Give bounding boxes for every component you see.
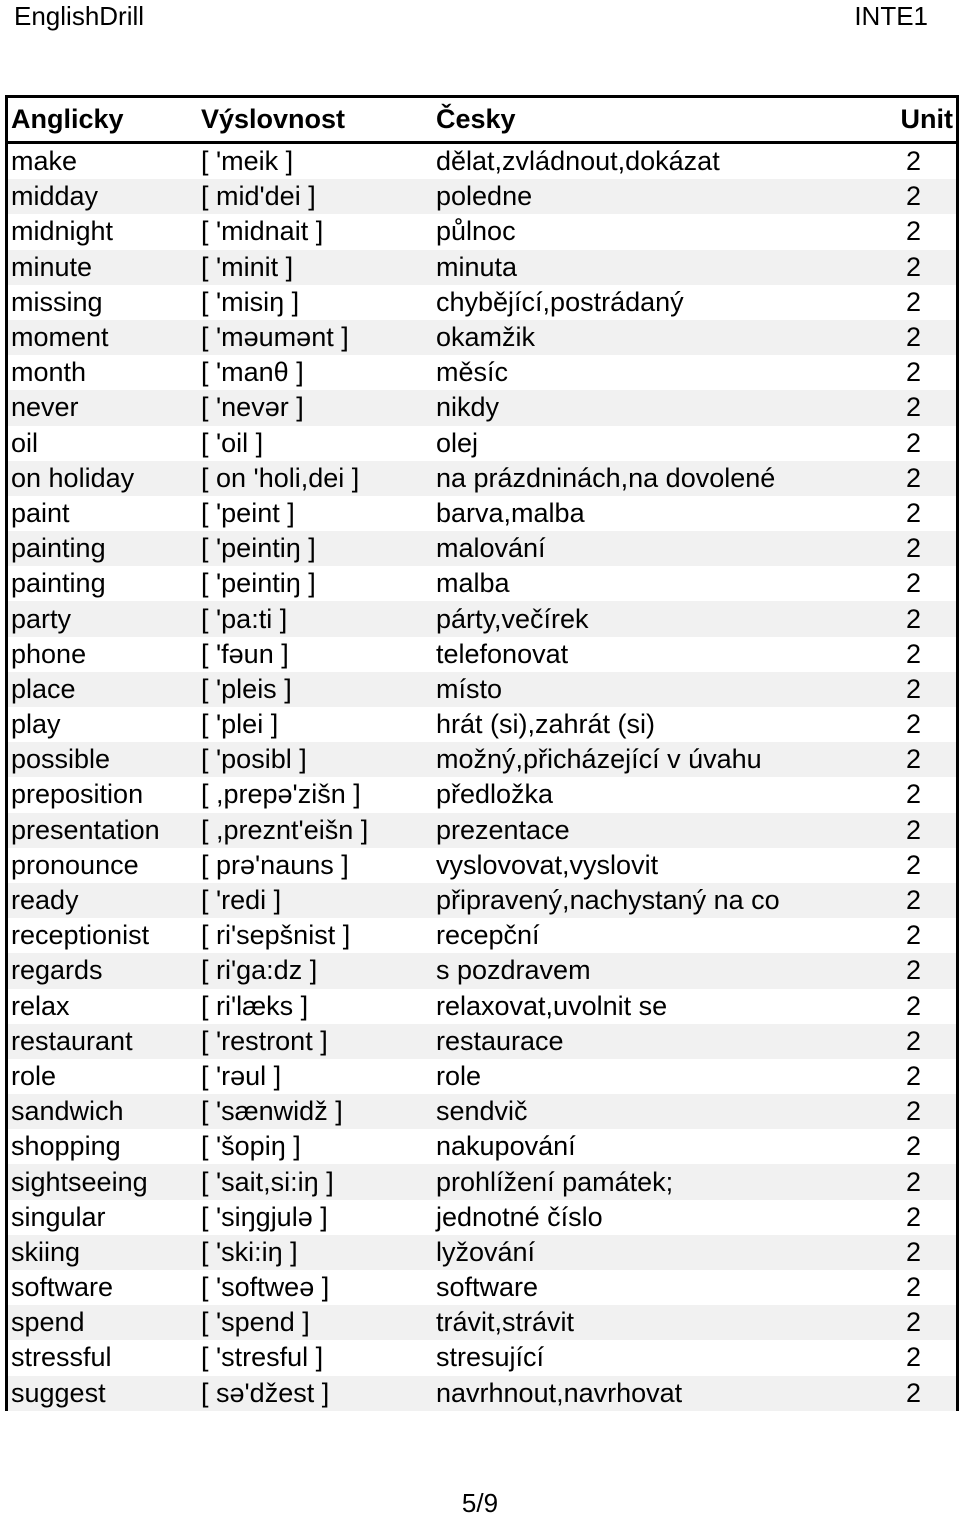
- table-row: [8, 496, 956, 531]
- cell-pronunciation: [ 'plei ]: [201, 709, 279, 740]
- cell-pronunciation: [ 'misiŋ ]: [201, 286, 300, 317]
- table-row: [8, 601, 956, 636]
- table-row: [8, 1200, 956, 1235]
- cell-english: phone: [11, 638, 87, 669]
- cell-czech: připravený,nachystaný na co: [436, 885, 780, 916]
- vocabulary-table: [5, 95, 959, 1411]
- cell-pronunciation: [ 'siŋgjulə ]: [201, 1201, 328, 1232]
- cell-english: painting: [11, 568, 106, 599]
- table-row: [8, 1340, 956, 1375]
- cell-pronunciation: [ mid'dei ]: [201, 181, 316, 212]
- cell-unit: 2: [905, 990, 921, 1021]
- table-row: [8, 989, 956, 1024]
- cell-unit: 2: [905, 1166, 921, 1197]
- cell-unit: 2: [905, 1377, 921, 1408]
- cell-pronunciation: [ 'ski:iŋ ]: [201, 1236, 298, 1267]
- cell-czech: na prázdninách,na dovolené: [436, 462, 776, 493]
- cell-unit: 2: [905, 357, 921, 388]
- cell-czech: prohlížení památek;: [436, 1166, 674, 1197]
- cell-english: minute: [11, 251, 93, 282]
- table-row: [8, 1270, 956, 1305]
- cell-english: ready: [11, 885, 79, 916]
- cell-pronunciation: [ 'fəun ]: [201, 638, 289, 669]
- table-row: [8, 1129, 956, 1164]
- cell-english: never: [11, 392, 79, 423]
- cell-english: preposition: [11, 779, 144, 810]
- cell-unit: 2: [905, 955, 921, 986]
- cell-english: stressful: [11, 1342, 112, 1373]
- cell-english: shopping: [11, 1131, 121, 1162]
- cell-english: oil: [11, 427, 39, 458]
- cell-pronunciation: [ 'pleis ]: [201, 673, 292, 704]
- cell-pronunciation: [ ri'ga:dz ]: [201, 955, 318, 986]
- cell-czech: trávit,strávit: [436, 1307, 575, 1338]
- cell-pronunciation: [ ,prepə'zišn ]: [201, 779, 361, 810]
- cell-unit: 2: [905, 497, 921, 528]
- cell-czech: chybějící,postrádaný: [436, 286, 684, 317]
- cell-czech: s pozdravem: [436, 955, 591, 986]
- table-row: [8, 320, 956, 355]
- cell-unit: 2: [905, 533, 921, 564]
- cell-czech: místo: [436, 673, 503, 704]
- cell-english: presentation: [11, 814, 160, 845]
- cell-pronunciation: [ 'pa:ti ]: [201, 603, 288, 634]
- cell-pronunciation: [ 'minit ]: [201, 251, 294, 282]
- cell-czech: minuta: [436, 251, 518, 282]
- cell-pronunciation: [ 'midnait ]: [201, 216, 324, 247]
- cell-english: on holiday: [11, 462, 135, 493]
- cell-english: singular: [11, 1201, 106, 1232]
- cell-czech: software: [436, 1272, 539, 1303]
- table-row: [8, 1059, 956, 1094]
- table-row: [8, 179, 956, 214]
- cell-unit: 2: [905, 1060, 921, 1091]
- cell-czech: okamžik: [436, 322, 536, 353]
- cell-english: relax: [11, 990, 70, 1021]
- cell-unit: 2: [905, 779, 921, 810]
- cell-unit: 2: [905, 181, 921, 212]
- cell-czech: navrhnout,navrhovat: [436, 1377, 683, 1408]
- cell-czech: vyslovovat,vyslovit: [436, 849, 659, 880]
- table-row: [8, 1024, 956, 1059]
- cell-czech: lyžování: [436, 1236, 536, 1267]
- cell-unit: 2: [905, 427, 921, 458]
- cell-pronunciation: [ 'peintiŋ ]: [201, 533, 316, 564]
- table-row: [8, 566, 956, 601]
- column-header-pronunciation: Výslovnost: [201, 104, 346, 134]
- cell-czech: stresující: [436, 1342, 545, 1373]
- cell-unit: 2: [905, 568, 921, 599]
- table-row: [8, 742, 956, 777]
- cell-english: missing: [11, 286, 103, 317]
- cell-pronunciation: [ 'sænwidž ]: [201, 1096, 343, 1127]
- cell-english: place: [11, 673, 76, 704]
- cell-english: make: [11, 146, 78, 177]
- table-row: [8, 1164, 956, 1199]
- cell-unit: 2: [905, 885, 921, 916]
- cell-english: role: [11, 1060, 57, 1091]
- cell-english: restaurant: [11, 1025, 133, 1056]
- cell-czech: sendvič: [436, 1096, 528, 1127]
- cell-pronunciation: [ 'stresful ]: [201, 1342, 324, 1373]
- cell-unit: 2: [905, 392, 921, 423]
- column-header-czech: Česky: [436, 104, 516, 134]
- cell-czech: možný,přicházející v úvahu: [436, 744, 762, 775]
- cell-unit: 2: [905, 322, 921, 353]
- cell-unit: 2: [905, 1307, 921, 1338]
- cell-unit: 2: [905, 462, 921, 493]
- cell-pronunciation: [ 'nevər ]: [201, 392, 304, 423]
- table-row: [8, 883, 956, 918]
- cell-pronunciation: [ 'redi ]: [201, 885, 282, 916]
- cell-unit: 2: [905, 849, 921, 880]
- table-body: [8, 144, 956, 1411]
- table-row: [8, 250, 956, 285]
- table-row: [8, 1094, 956, 1129]
- cell-pronunciation: [ 'rəul ]: [201, 1060, 282, 1091]
- cell-english: spend: [11, 1307, 85, 1338]
- table-row: [8, 953, 956, 988]
- cell-unit: 2: [905, 1096, 921, 1127]
- cell-pronunciation: [ ri'sepšnist ]: [201, 920, 351, 951]
- cell-pronunciation: [ 'posibl ]: [201, 744, 307, 775]
- cell-unit: 2: [905, 1201, 921, 1232]
- cell-czech: telefonovat: [436, 638, 569, 669]
- cell-unit: 2: [905, 251, 921, 282]
- cell-czech: olej: [436, 427, 479, 458]
- cell-english: possible: [11, 744, 111, 775]
- table-row: [8, 1305, 956, 1340]
- cell-unit: 2: [905, 286, 921, 317]
- cell-czech: jednotné číslo: [436, 1201, 603, 1232]
- table-row: [8, 390, 956, 425]
- cell-pronunciation: [ on 'holi,dei ]: [201, 462, 360, 493]
- table-header: [8, 98, 956, 144]
- table-row: [8, 848, 956, 883]
- column-header-unit: Unit: [900, 104, 953, 134]
- cell-unit: 2: [905, 638, 921, 669]
- table-row: [8, 426, 956, 461]
- cell-czech: poledne: [436, 181, 533, 212]
- cell-english: paint: [11, 497, 70, 528]
- cell-english: software: [11, 1272, 114, 1303]
- cell-pronunciation: [ 'restront ]: [201, 1025, 328, 1056]
- cell-czech: malba: [436, 568, 510, 599]
- cell-english: play: [11, 709, 61, 740]
- cell-english: regards: [11, 955, 103, 986]
- cell-pronunciation: [ 'meik ]: [201, 146, 294, 177]
- table-row: [8, 707, 956, 742]
- cell-unit: 2: [905, 1342, 921, 1373]
- cell-unit: 2: [905, 146, 921, 177]
- cell-pronunciation: [ 'softweə ]: [201, 1272, 330, 1303]
- cell-unit: 2: [905, 709, 921, 740]
- cell-pronunciation: [ sə'džest ]: [201, 1377, 330, 1408]
- cell-czech: dělat,zvládnout,dokázat: [436, 146, 720, 177]
- cell-english: party: [11, 603, 72, 634]
- cell-pronunciation: [ 'məumənt ]: [201, 322, 349, 353]
- cell-unit: 2: [905, 814, 921, 845]
- cell-english: suggest: [11, 1377, 106, 1408]
- cell-czech: barva,malba: [436, 497, 585, 528]
- cell-english: painting: [11, 533, 106, 564]
- cell-english: moment: [11, 322, 109, 353]
- table-row: [8, 214, 956, 249]
- app-title: EnglishDrill: [14, 1, 145, 31]
- cell-unit: 2: [905, 1025, 921, 1056]
- table-row: [8, 1235, 956, 1270]
- cell-english: skiing: [11, 1236, 81, 1267]
- cell-unit: 2: [905, 920, 921, 951]
- cell-czech: recepční: [436, 920, 540, 951]
- cell-czech: restaurace: [436, 1025, 564, 1056]
- cell-pronunciation: [ ,preznt'eišn ]: [201, 814, 369, 845]
- column-header-english: Anglicky: [11, 104, 124, 134]
- cell-english: month: [11, 357, 87, 388]
- table-row: [8, 637, 956, 672]
- cell-pronunciation: [ 'peintiŋ ]: [201, 568, 316, 599]
- cell-czech: nakupování: [436, 1131, 576, 1162]
- cell-english: sightseeing: [11, 1166, 148, 1197]
- cell-english: receptionist: [11, 920, 150, 951]
- cell-unit: 2: [905, 1236, 921, 1267]
- cell-czech: půlnoc: [436, 216, 516, 247]
- cell-czech: malování: [436, 533, 546, 564]
- set-name: INTE1: [854, 1, 928, 31]
- table-row: [8, 355, 956, 390]
- cell-unit: 2: [905, 1272, 921, 1303]
- cell-czech: nikdy: [436, 392, 500, 423]
- cell-english: pronounce: [11, 849, 139, 880]
- page-number: 5/9: [461, 1488, 499, 1518]
- cell-pronunciation: [ 'oil ]: [201, 427, 264, 458]
- table-row: [8, 813, 956, 848]
- table-row: [8, 1376, 956, 1411]
- table-row: [8, 672, 956, 707]
- cell-pronunciation: [ 'spend ]: [201, 1307, 310, 1338]
- table-row: [8, 531, 956, 566]
- cell-pronunciation: [ 'šopiŋ ]: [201, 1131, 301, 1162]
- table-row: [8, 777, 956, 812]
- cell-unit: 2: [905, 1131, 921, 1162]
- cell-czech: role: [436, 1060, 482, 1091]
- table-row: [8, 285, 956, 320]
- cell-pronunciation: [ ri'læks ]: [201, 990, 309, 1021]
- table-row: [8, 918, 956, 953]
- cell-pronunciation: [ 'manθ ]: [201, 357, 304, 388]
- cell-czech: relaxovat,uvolnit se: [436, 990, 668, 1021]
- cell-czech: předložka: [436, 779, 554, 810]
- cell-english: midnight: [11, 216, 114, 247]
- table-row: [8, 461, 956, 496]
- cell-english: sandwich: [11, 1096, 124, 1127]
- cell-unit: 2: [905, 603, 921, 634]
- cell-english: midday: [11, 181, 99, 212]
- cell-czech: měsíc: [436, 357, 509, 388]
- cell-pronunciation: [ 'sait,si:iŋ ]: [201, 1166, 334, 1197]
- cell-pronunciation: [ 'peint ]: [201, 497, 295, 528]
- cell-pronunciation: [ prə'nauns ]: [201, 849, 349, 880]
- cell-czech: hrát (si),zahrát (si): [436, 709, 656, 740]
- cell-czech: párty,večírek: [436, 603, 589, 634]
- cell-unit: 2: [905, 216, 921, 247]
- cell-czech: prezentace: [436, 814, 570, 845]
- cell-unit: 2: [905, 673, 921, 704]
- cell-unit: 2: [905, 744, 921, 775]
- table-row: [8, 144, 956, 179]
